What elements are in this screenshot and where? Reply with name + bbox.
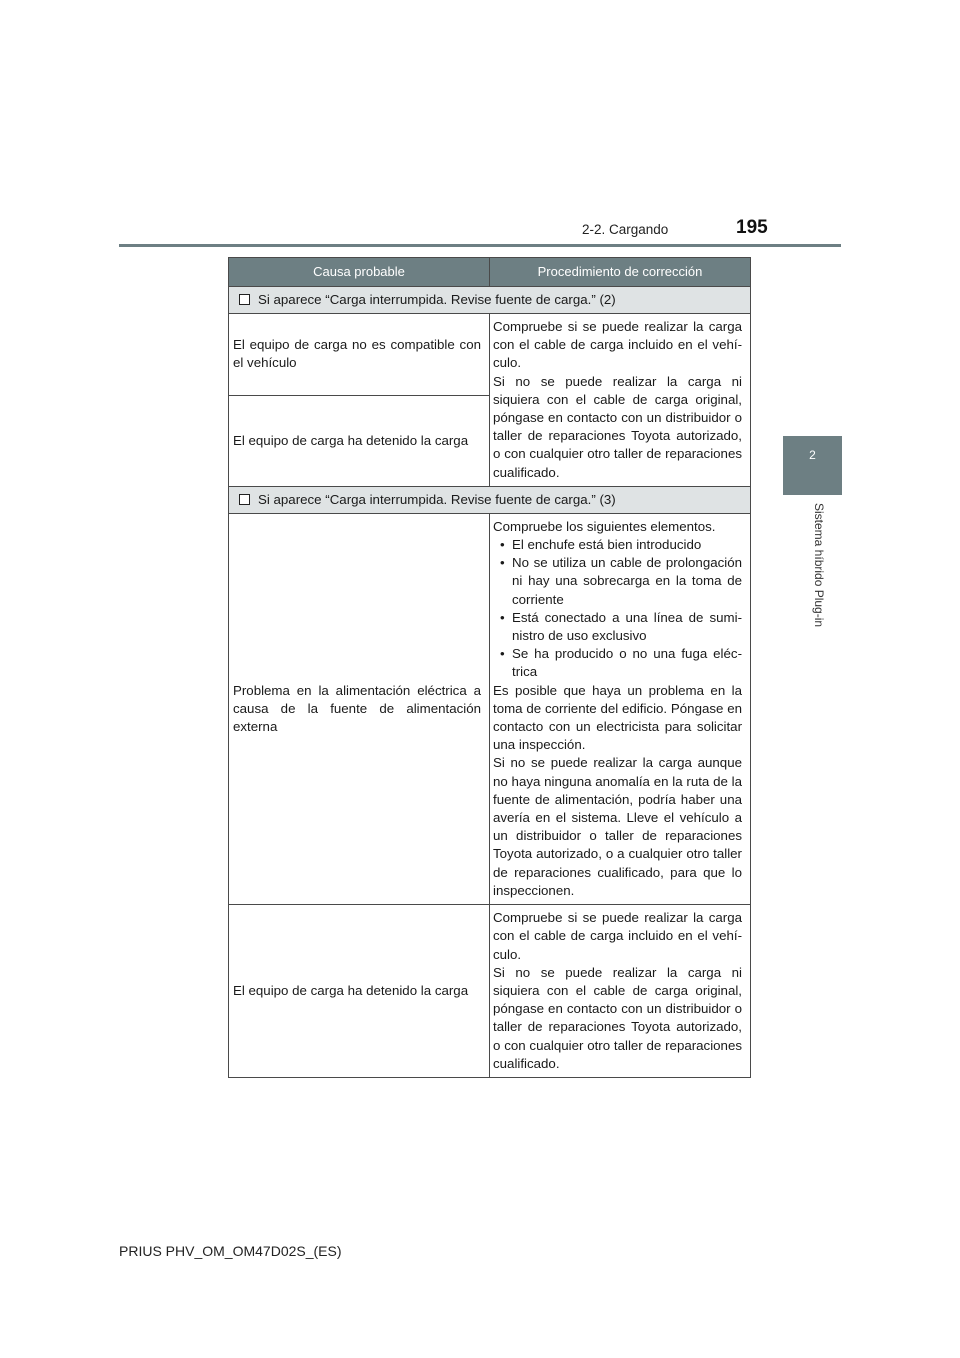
procedure-text: Compruebe los siguientes elementos.: [493, 518, 716, 534]
section-title-text: Si aparece “Carga interrumpida. Revise fuente de carga.” (2): [258, 291, 616, 307]
cause-cell: El equipo de carga ha detenido la carga: [229, 905, 490, 1078]
checkbox-icon: [239, 294, 250, 305]
list-item: • No se utiliza un cable de prolongación ni hay una sobrecarga en la toma de corriente: [493, 554, 742, 609]
section-title: 2-2. Cargando: [582, 222, 669, 237]
chapter-tab: [783, 436, 842, 495]
cause-cell: El equipo de carga no es compatible con el vehículo: [229, 314, 490, 396]
chapter-tab-number: 2: [809, 448, 816, 462]
procedure-text: Si no se puede realizar la carga aunque no haya ninguna anomalía en la ruta de la fuente de alimentación, podría haber una avería en el sistema. Lleve el vehículo a un distribuidor o taller de reparaciones Toyota autorizado, o a cualquier otro taller de reparaciones cualificado, para que lo inspeccionen.: [493, 755, 742, 898]
procedure-text: Compruebe si se puede realizar la carga con el cable de carga incluido en el vehículo.: [493, 319, 742, 371]
column-header-cause: Causa probable: [229, 258, 490, 287]
section-header-row: [229, 287, 751, 314]
check-list: [493, 536, 742, 682]
header-divider: [119, 244, 841, 247]
column-header-procedure: Procedimiento de corrección: [490, 258, 751, 287]
section-title-text: Si aparece “Carga interrumpida. Revise fuente de carga.” (3): [258, 491, 616, 507]
procedure-text: Compruebe si se puede realizar la carga con el cable de carga incluido en el vehículo.: [493, 910, 742, 962]
chapter-tab-label: Sistema híbrido Plug-in: [812, 503, 826, 628]
page-number: 195: [736, 217, 768, 238]
section-header: [229, 287, 751, 314]
document-code: PRIUS PHV_OM_OM47D02S_(ES): [119, 1243, 342, 1259]
procedure-text: Si no se puede realizar la carga ni siquiera con el cable de carga original, póngase en contacto con un distribuidor o taller de reparaciones Toyota autorizado, o con cualquier otro taller de reparaciones cualificado.: [493, 373, 742, 480]
section-header: [229, 486, 751, 513]
checkbox-icon: [239, 494, 250, 505]
table-row: [229, 314, 751, 396]
table-header-row: [229, 258, 751, 287]
procedure-cell: [490, 314, 751, 487]
procedure-text: Si no se puede realizar la carga ni siquiera con el cable de carga original, póngase en contacto con un distribuidor o taller de reparaciones Toyota autorizado, o con cualquier otro taller de reparaciones cualificado.: [493, 964, 742, 1071]
list-item: • Está conectado a una línea de suministro de uso exclusivo: [493, 609, 742, 645]
procedure-cell: [490, 905, 751, 1078]
table-row: [229, 513, 751, 904]
list-item: • Se ha producido o no una fuga eléctrica: [493, 645, 742, 681]
section-header-row: [229, 486, 751, 513]
procedure-text: Es posible que haya un problema en la toma de corriente del edificio. Póngase en contacto con un electricista para solicitar una inspección.: [493, 682, 742, 753]
table-row: [229, 905, 751, 1078]
procedure-cell: [490, 513, 751, 904]
list-item: • El enchufe está bien introducido: [493, 536, 742, 554]
cause-cell: Problema en la alimentación eléctrica a causa de la fuente de alimentación externa: [229, 513, 490, 904]
troubleshooting-table: [228, 257, 751, 1078]
cause-cell: El equipo de carga ha detenido la carga: [229, 395, 490, 486]
